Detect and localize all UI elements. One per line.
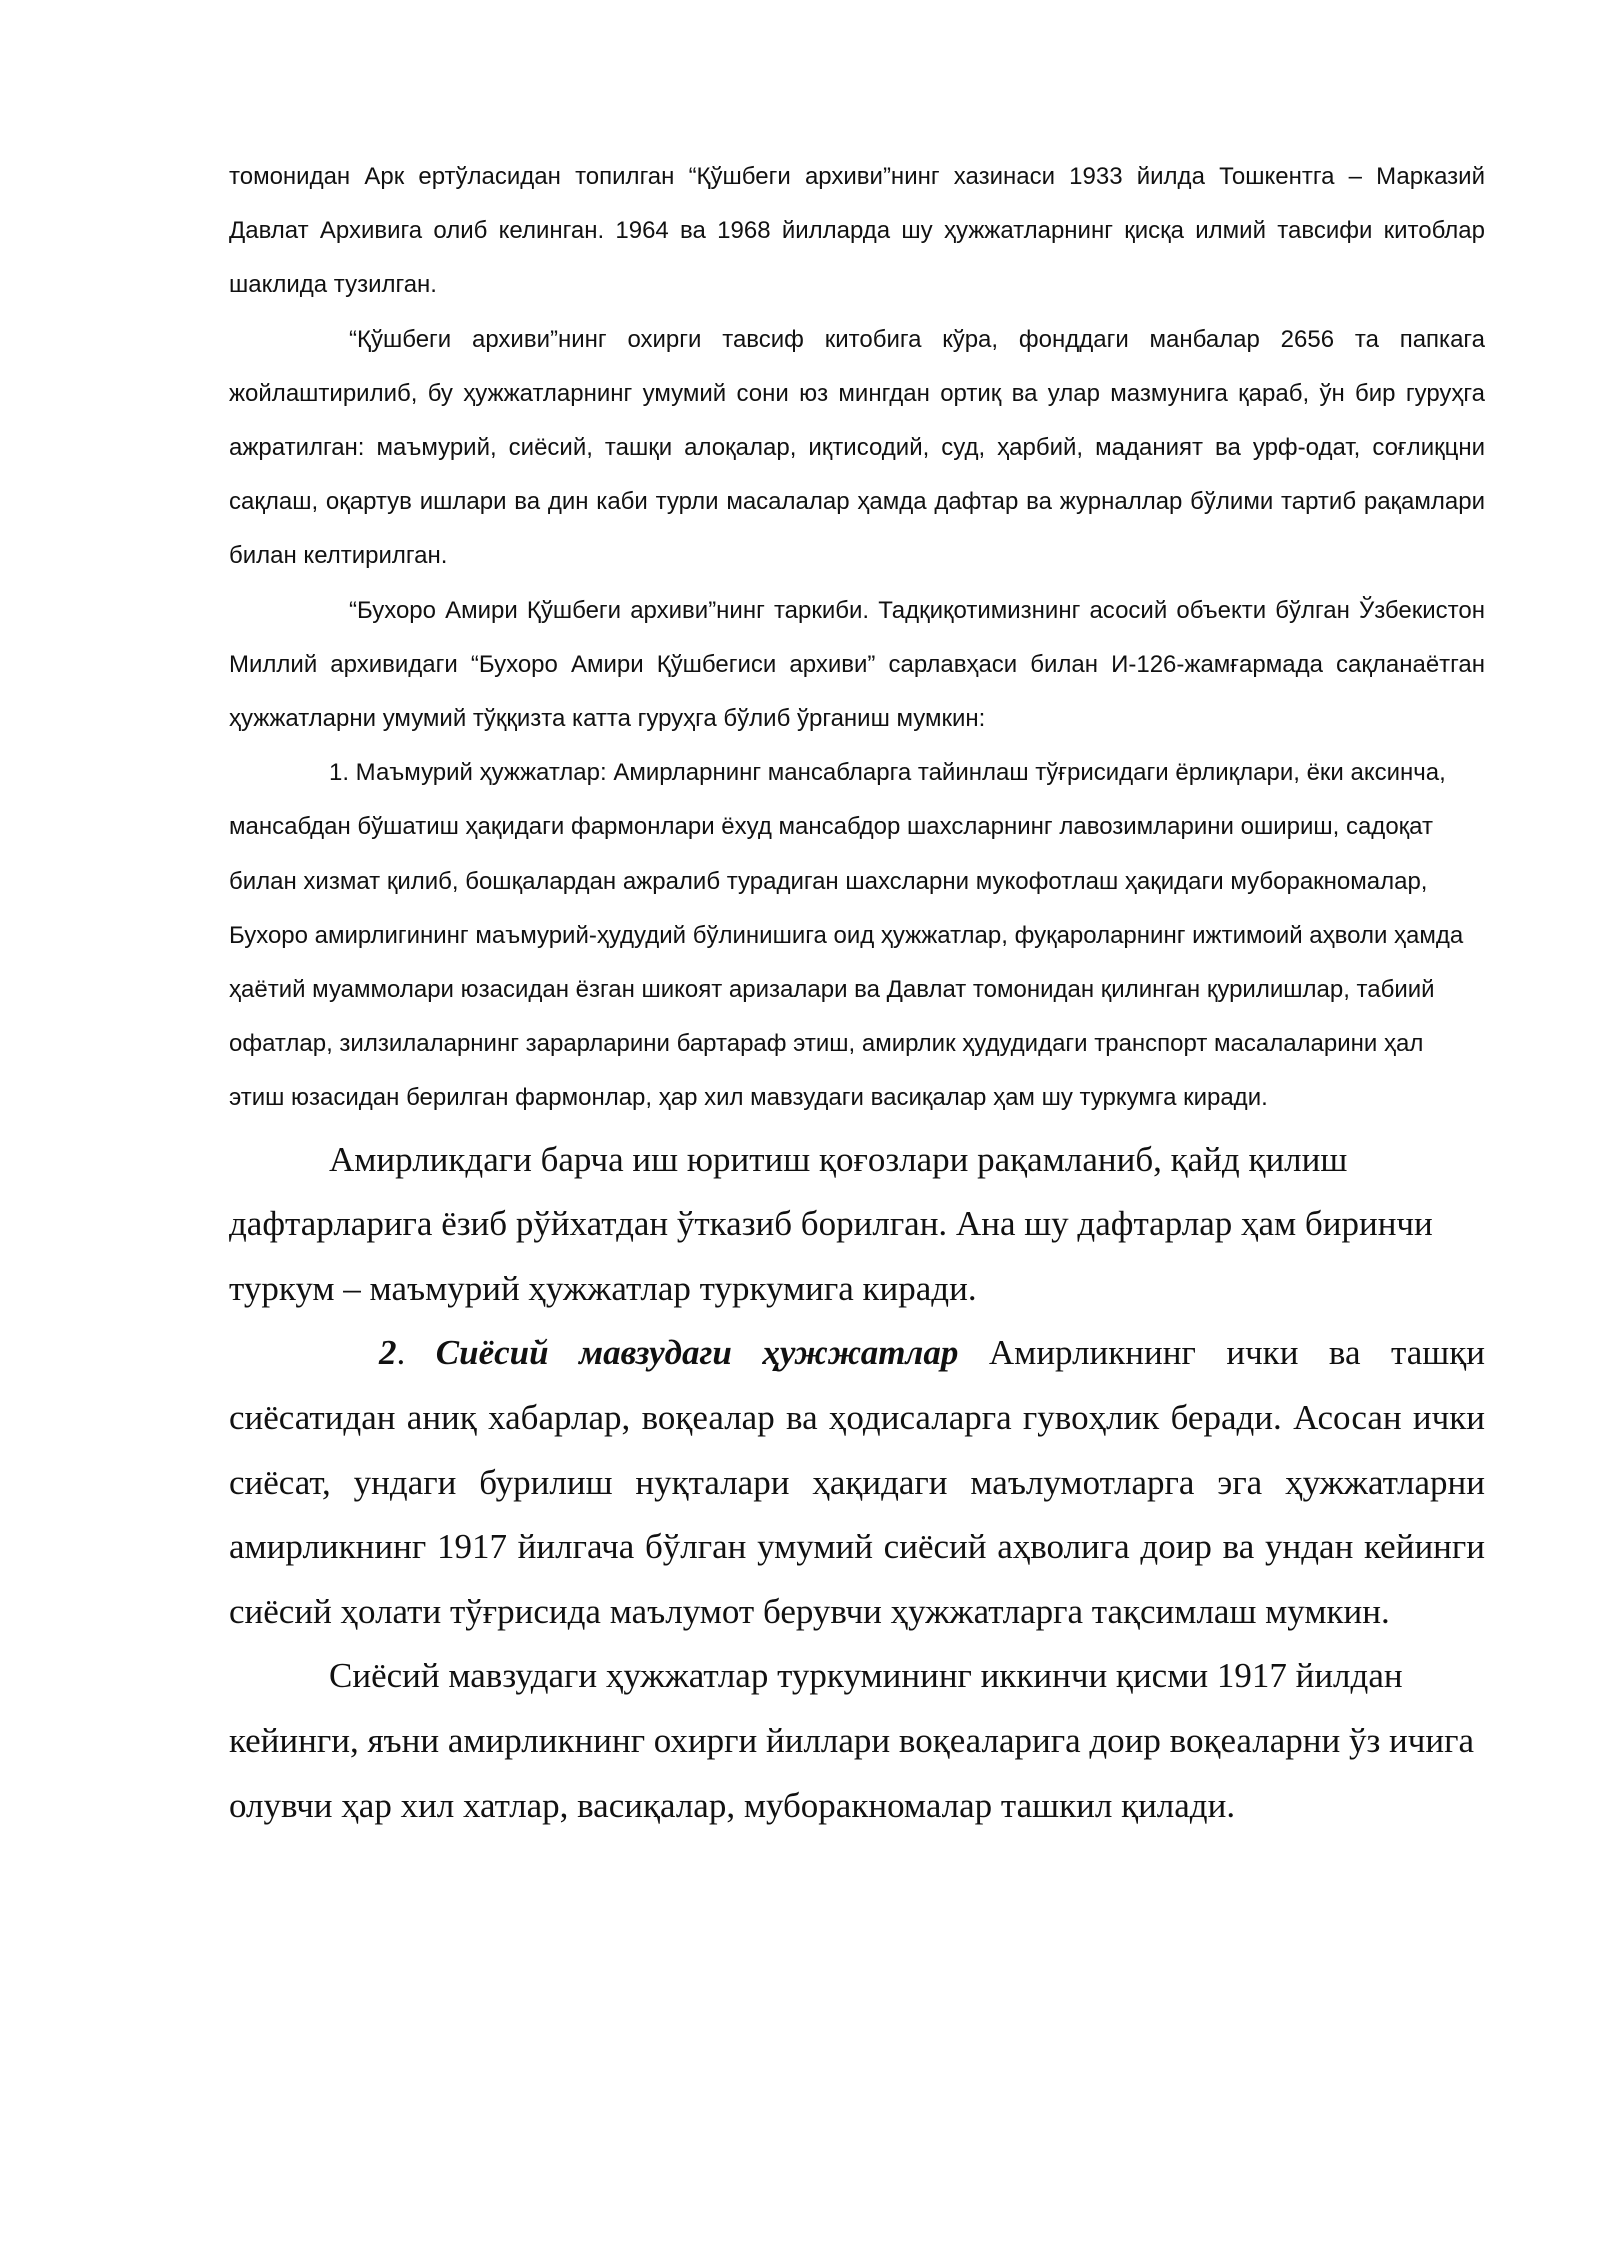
paragraph-archive-structure: “Бухоро Амири Қўшбеги архиви”нинг таркиби. Тадқиқотимизнинг асосий объекти бўлган Ўзбекистон Миллий архивидаги “Бухоро Амири Қўшбегиси архиви” сарлавҳаси билан И-126-жамғармада сақланаётган ҳужжатларни умумий тўққизта катта гуруҳга бўлиб ўрганиш мумкин: — [229, 596, 1485, 733]
paragraph-political-second-part: Сиёсий мавзудаги ҳужжатлар туркумининг иккинчи қисми 1917 йилдан кейинги, яъни амирликнинг охирги йиллари воқеаларига доир воқеаларни ўз ичига олувчи ҳар хил хатлар, васиқалар, муборакномалар ташкил қилади. — [229, 1656, 1474, 1825]
document-body — [229, 150, 1485, 1838]
list-item-administrative-documents: 1. Маъмурий ҳужжатлар: Амирларнинг мансабларга тайинлаш тўғрисидаги ёрлиқлари, ёки аксинча, мансабдан бўшатиш ҳақидаги фармонлари ёхуд мансабдор шахсларнинг лавозимларини ошириш, садоқат билан хизмат қилиб, бошқалардан ажралиб турадиган шахсларни мукофотлаш ҳақидаги муборакномалар, Бухоро амирлигининг маъмурий-ҳудудий бўлинишига оид ҳужжатлар, фуқароларнинг ижтимоий аҳволи ҳамда ҳаётий муаммолари юзасидан ёзган шикоят аризалари ва Давлат томонидан қилинган қурилишлар, табиий офатлар, зилзилаларнинг зарарларини бартараф этиш, амирлик ҳудудидаги транспорт масалаларини ҳал этиш юзасидан берилган фармонлар, ҳар хил мавзудаги васиқалар ҳам шу туркумга киради. — [229, 759, 1464, 1112]
section-number: 2 — [379, 1333, 397, 1373]
paragraph-registration-books: Амирликдаги барча иш юритиш қоғозлари рақамланиб, қайд қилиш дафтарларига ёзиб рўйхатдан ўтказиб борилган. Ана шу дафтарлар ҳам биринчи туркум – маъмурий ҳужжатлар туркумига киради. — [229, 1139, 1433, 1308]
section-title: Сиёсий мавзудаги ҳужжатлар — [435, 1333, 959, 1373]
section-separator: . — [396, 1333, 436, 1373]
paragraph-archive-history: томонидан Арк ертўласидан топилган “Қўшбеги архиви”нинг хазинаси 1933 йилда Тошкентга – Марказий Давлат Архивига олиб келинган. 1964 ва 1968 йилларда шу ҳужжатларнинг қисқа илмий тавсифи китоблар шаклида тузилган. — [229, 163, 1485, 299]
section-text: Амирликнинг ички ва ташқи сиёсатидан аниқ хабарлар, воқеалар ва ҳодисаларга гувоҳлик беради. Асосан ички сиёсат, ундаги бурилиш нуқталари ҳақидаги маълумотларга эга ҳужжатларни амирликнинг 1917 йилгача бўлган умумий сиёсий аҳволига доир ва ундан кейинги сиёсий ҳолати тўғрисида маълумот берувчи ҳужжатларга тақсимлаш мумкин. — [229, 1333, 1485, 1631]
paragraph-political-documents — [229, 1321, 1485, 1644]
paragraph-archive-description: “Қўшбеги архиви”нинг охирги тавсиф китобига кўра, фонддаги манбалар 2656 та папкага жойлаштирилиб, бу ҳужжатларнинг умумий сони юз мингдан ортиқ ва улар мазмунига қараб, ўн бир гуруҳга ажратилган: маъмурий, сиёсий, ташқи алоқалар, иқтисодий, суд, ҳарбий, маданият ва урф-одат, соғлиқцни сақлаш, оқартув ишлари ва дин каби турли масалалар ҳамда дафтар ва журналлар бўлими тартиб рақамлари билан келтирилган. — [229, 325, 1485, 570]
